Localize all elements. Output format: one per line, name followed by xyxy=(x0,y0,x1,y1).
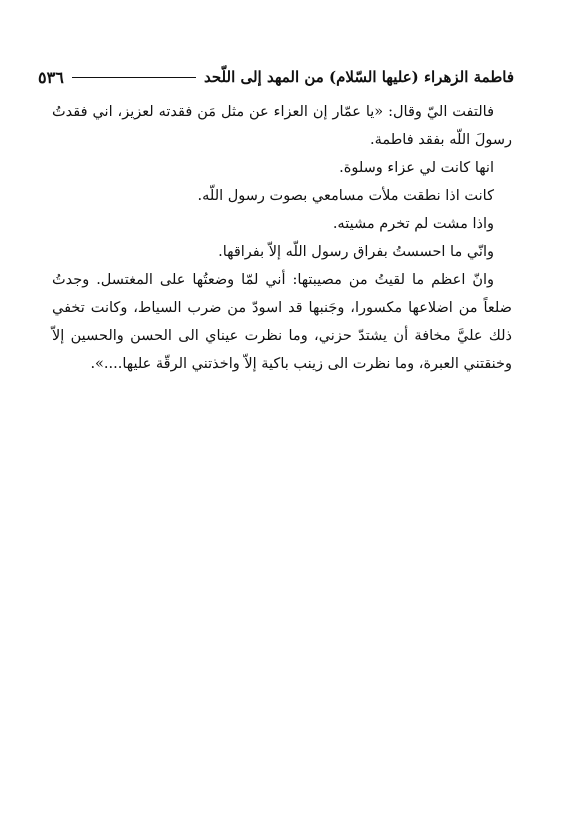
running-title: فاطمة الزهراء (عليها السّلام) من المهد إلى اللّحد xyxy=(204,68,514,86)
page-number: ٥٣٦ xyxy=(38,67,64,87)
paragraph: انها كانت لي عزاء وسلوة. xyxy=(339,160,494,176)
paragraph: واذا مشت لم تخرم مشيته. xyxy=(332,216,494,232)
body-text xyxy=(52,98,512,378)
header-rule xyxy=(72,77,196,78)
running-header xyxy=(38,64,514,90)
paragraph: فالتفت اليّ وقال: «يا عمّار إن العزاء عن مثل مَن فقدته لعزيز، اني فقدتُ رسولَ اللّه بفقد فاطمة. xyxy=(52,104,512,148)
paragraph: وانّ اعظم ما لقيتُ من مصيبتها: أني لمّا وضعتُها على المغتسل. وجدتُ ضلعاً من اضلاعها مكسورا، وجَنبها قد اسودّ من ضرب السياط، وكانت تخفي ذلك عليَّ مخافة أن يشتدّ حزني، وما نظرت عيناي الى الحسن والحسين إلاّ وخنقتني العبرة، وما نظرت الى زينب باكية إلاّ واخذتني الرقّة عليها....». xyxy=(52,272,512,372)
paragraph: كانت اذا نطقت ملأت مسامعي بصوت رسول اللّه. xyxy=(197,188,494,204)
paragraph: وانّي ما احسستُ بفراق رسول اللّه إلاّ بفراقها. xyxy=(218,244,494,260)
